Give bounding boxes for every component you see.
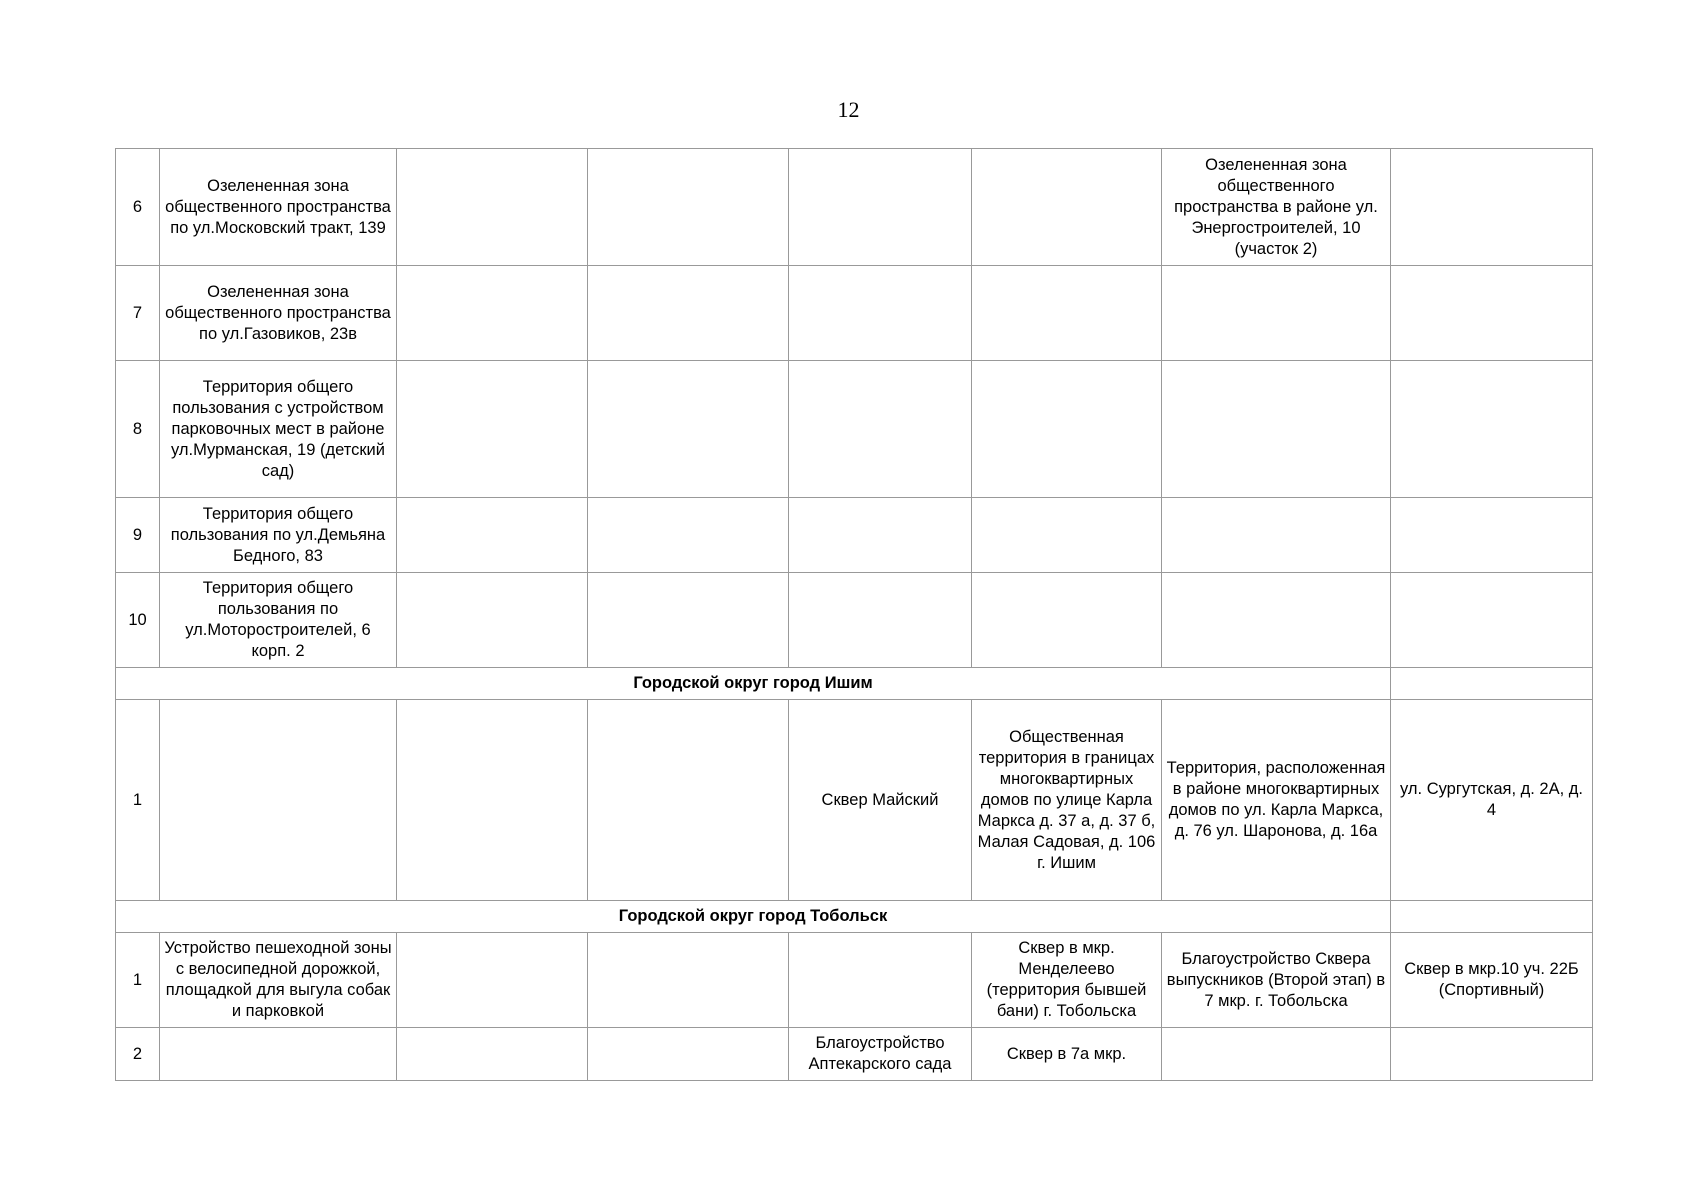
table-cell [588, 361, 789, 498]
table-cell [1391, 149, 1593, 266]
table-cell [397, 149, 588, 266]
table-cell [160, 700, 397, 901]
table-cell [588, 266, 789, 361]
section-row [116, 901, 1593, 933]
row-number: 1 [116, 933, 160, 1028]
table-cell: Благоустройство Сквера выпускников (Второй этап) в 7 мкр. г. Тобольска [1162, 933, 1391, 1028]
page-number: 12 [837, 97, 860, 122]
table-cell [789, 933, 972, 1028]
table-cell [588, 149, 789, 266]
table-cell [397, 573, 588, 668]
table-row [116, 933, 1593, 1028]
table-row [116, 700, 1593, 901]
table-cell: Сквер Майский [789, 700, 972, 901]
table-cell [789, 361, 972, 498]
table-cell: Общественная территория в границах многоквартирных домов по улице Карла Маркса д. 37 а, д. 37 б, Малая Садовая, д. 106 г. Ишим [972, 700, 1162, 901]
table-cell [1391, 1028, 1593, 1081]
table-cell [972, 498, 1162, 573]
table-cell [588, 1028, 789, 1081]
table-cell: Территория общего пользования с устройством парковочных мест в районе ул.Мурманская, 19 (детский сад) [160, 361, 397, 498]
table-cell [789, 498, 972, 573]
table-cell [1162, 498, 1391, 573]
table-cell [397, 498, 588, 573]
table-cell: Сквер в мкр.10 уч. 22Б (Спортивный) [1391, 933, 1593, 1028]
table-cell [397, 700, 588, 901]
table-cell [588, 933, 789, 1028]
table-cell: Озелененная зона общественного пространства в районе ул. Энергостроителей, 10 (участок 2) [1162, 149, 1391, 266]
table-cell [789, 573, 972, 668]
table-cell [397, 1028, 588, 1081]
table-cell: ул. Сургутская, д. 2А, д. 4 [1391, 700, 1593, 901]
table-cell: Территория общего пользования по ул.Демьяна Бедного, 83 [160, 498, 397, 573]
table-cell [588, 573, 789, 668]
table-cell [1391, 361, 1593, 498]
table-cell: Озелененная зона общественного пространства по ул.Газовиков, 23в [160, 266, 397, 361]
table-row [116, 1028, 1593, 1081]
table-cell [397, 933, 588, 1028]
table-cell [397, 361, 588, 498]
table-cell: Озелененная зона общественного пространства по ул.Московский тракт, 139 [160, 149, 397, 266]
row-number: 10 [116, 573, 160, 668]
table-cell [588, 700, 789, 901]
table-cell [1162, 361, 1391, 498]
table-cell [972, 361, 1162, 498]
table-cell: Сквер в 7а мкр. [972, 1028, 1162, 1081]
table-row [116, 266, 1593, 361]
row-number: 6 [116, 149, 160, 266]
table-cell [789, 266, 972, 361]
table-cell [1391, 266, 1593, 361]
table-cell [1391, 901, 1593, 933]
table-cell: Территория общего пользования по ул.Моторостроителей, 6 корп. 2 [160, 573, 397, 668]
row-number: 1 [116, 700, 160, 901]
table-cell [972, 149, 1162, 266]
section-title: Городской округ город Тобольск [116, 901, 1391, 933]
table-row [116, 573, 1593, 668]
table-cell [160, 1028, 397, 1081]
table-cell [588, 498, 789, 573]
table-row [116, 498, 1593, 573]
section-row [116, 668, 1593, 700]
data-table [115, 148, 1593, 1081]
table-cell [1162, 573, 1391, 668]
table-cell [789, 149, 972, 266]
row-number: 7 [116, 266, 160, 361]
table-row [116, 361, 1593, 498]
table-cell [397, 266, 588, 361]
row-number: 9 [116, 498, 160, 573]
table-cell [972, 266, 1162, 361]
table-cell [1391, 573, 1593, 668]
table-cell [972, 573, 1162, 668]
table-cell [1162, 1028, 1391, 1081]
section-title: Городской округ город Ишим [116, 668, 1391, 700]
table-row [116, 149, 1593, 266]
table-cell: Сквер в мкр. Менделеево (территория бывшей бани) г. Тобольска [972, 933, 1162, 1028]
row-number: 8 [116, 361, 160, 498]
table-cell [1162, 266, 1391, 361]
table-cell: Благоустройство Аптекарского сада [789, 1028, 972, 1081]
table-cell [1391, 498, 1593, 573]
table-cell [1391, 668, 1593, 700]
row-number: 2 [116, 1028, 160, 1081]
table-cell: Территория, расположенная в районе многоквартирных домов по ул. Карла Маркса, д. 76 ул. Шаронова, д. 16а [1162, 700, 1391, 901]
table-cell: Устройство пешеходной зоны с велосипедной дорожкой, площадкой для выгула собак и парковкой [160, 933, 397, 1028]
